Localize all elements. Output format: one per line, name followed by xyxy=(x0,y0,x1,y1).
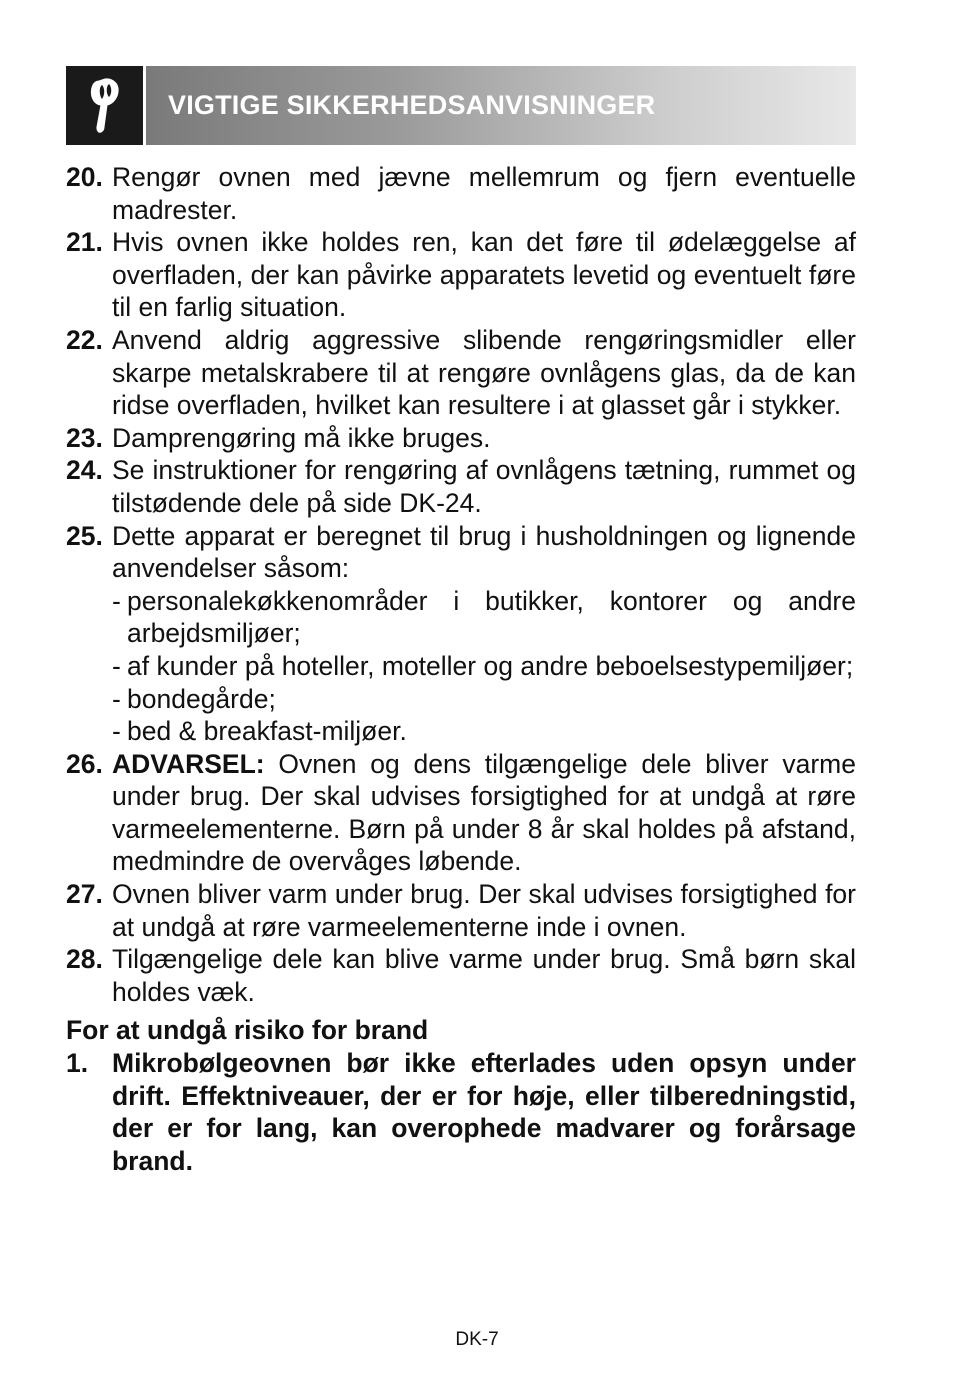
sub-list-item xyxy=(112,585,856,650)
item-text: Dette apparat er beregnet til brug i husholdningen og lignende anvendelser såsom: xyxy=(112,520,856,584)
item-number: 1. xyxy=(66,1048,89,1079)
sub-item-text: personalekøkkenområder i butikker, kontorer og andre arbejdsmiljøer; xyxy=(127,585,856,649)
item-number: 23. xyxy=(66,422,103,453)
item-number: 21. xyxy=(66,227,103,258)
sub-list-item xyxy=(112,715,856,748)
item-number: 25. xyxy=(66,520,103,551)
list-item-20 xyxy=(66,161,856,226)
sub-item-dash: - xyxy=(112,683,121,714)
item-text: Tilgængelige dele kan blive varme under brug. Små børn skal holdes væk. xyxy=(112,944,856,1007)
list-item-28 xyxy=(66,943,856,1008)
sub-item-text: bondegårde; xyxy=(127,683,276,714)
warning-exclamation-icon xyxy=(66,66,143,145)
list-item-21 xyxy=(66,226,856,324)
item-text: Se instruktioner for rengøring af ovnlågens tætning, rummet og tilstødende dele på side DK-24. xyxy=(112,455,856,518)
warning-label: ADVARSEL: xyxy=(112,748,265,779)
item-number: 28. xyxy=(66,944,103,975)
item-text: Mikrobølgeovnen bør ikke efterlades uden opsyn under drift. Effektniveauer, der er for høje, eller tilberedningstid, der er for lang, kan overophede madvarer og forårsage brand. xyxy=(112,1048,856,1176)
item-text: Ovnen bliver varm under brug. Der skal udvises forsigtighed for at undgå at røre varmeelementerne inde i ovnen. xyxy=(112,879,856,942)
section-header xyxy=(66,66,856,145)
fire-section-title: For at undgå risiko for brand xyxy=(66,1015,429,1046)
sub-item-dash: - xyxy=(112,716,121,747)
sub-item-dash: - xyxy=(112,650,121,681)
list-item-27 xyxy=(66,878,856,943)
item-text: Hvis ovnen ikke holdes ren, kan det føre til ødelæggelse af overfladen, der kan påvirke apparatets levetid og eventuelt føre til en farlig situation. xyxy=(112,227,856,323)
sub-item-dash: - xyxy=(112,585,121,616)
header-bar xyxy=(146,66,856,145)
page-title: VIGTIGE SIKKERHEDSANVISNINGER xyxy=(168,90,656,120)
item-text: Rengør ovnen med jævne mellemrum og fjern eventuelle madrester. xyxy=(112,162,856,225)
page-number: DK-7 xyxy=(455,1329,499,1350)
sub-list-item xyxy=(112,650,856,683)
item-number: 24. xyxy=(66,455,103,486)
item-text: Damprengøring må ikke bruges. xyxy=(112,422,491,453)
list-item-25 xyxy=(66,520,856,585)
sub-item-text: af kunder på hoteller, moteller og andre beboelsestypemiljøer; xyxy=(127,650,854,681)
item-text xyxy=(112,748,856,878)
sub-item-text: bed & breakfast-miljøer. xyxy=(127,716,407,747)
fire-list-item-1 xyxy=(66,1047,856,1177)
item-text: Anvend aldrig aggressive slibende rengøringsmidler eller skarpe metalskrabere til at rengøre ovnlågens glas, da de kan ridse overfladen, hvilket kan resultere i at glasset går i stykker. xyxy=(112,324,856,421)
sub-list-item xyxy=(112,683,856,716)
warning-text: Ovnen og dens tilgængelige dele bliver varme under brug. Der skal udvises forsigtighed for at undgå at røre varmeelementerne. Børn på under 8 år skal holdes på afstand, medmindre de overvåges løbende. xyxy=(112,748,856,877)
item-number: 22. xyxy=(66,324,103,355)
item-number: 26. xyxy=(66,748,103,779)
item-number: 20. xyxy=(66,162,103,192)
list-item-24 xyxy=(66,454,856,519)
list-item-22 xyxy=(66,324,856,422)
instructions-content xyxy=(66,161,856,1177)
list-item-26 xyxy=(66,748,856,878)
item-number: 27. xyxy=(66,879,103,910)
list-item-23 xyxy=(66,422,856,455)
